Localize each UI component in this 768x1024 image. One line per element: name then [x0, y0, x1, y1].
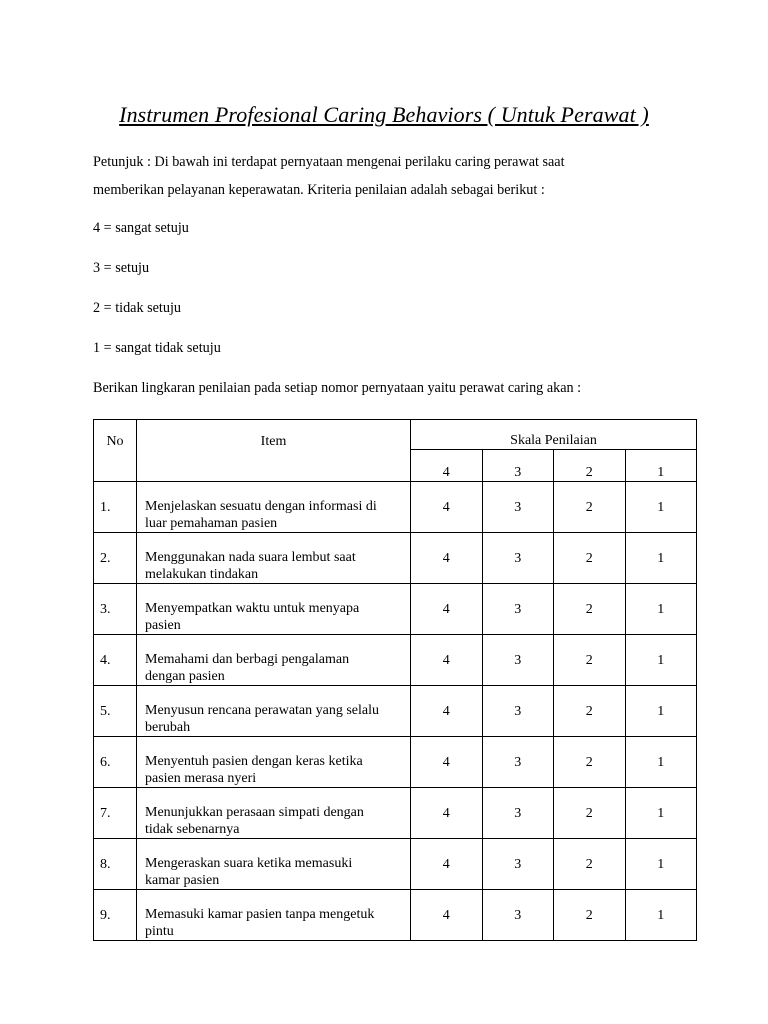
scale-legend-3: 3 = setuju [93, 260, 150, 276]
rating-option-2[interactable]: 2 [554, 839, 626, 890]
rating-option-3[interactable]: 3 [482, 584, 554, 635]
row-number: 9. [94, 890, 137, 941]
row-number: 2. [94, 533, 137, 584]
row-number: 8. [94, 839, 137, 890]
document-title: Instrumen Profesional Caring Behaviors ( Untuk Perawat ) [119, 102, 649, 127]
row-item [137, 788, 411, 839]
header-scale-1: 1 [625, 450, 697, 482]
row-number: 1. [94, 482, 137, 533]
table-row [94, 533, 697, 584]
row-item-line-1: Menyusun rencana perawatan yang selalu [145, 703, 380, 718]
rating-option-1[interactable]: 1 [625, 635, 697, 686]
rating-option-2[interactable]: 2 [554, 890, 626, 941]
rating-option-4[interactable]: 4 [411, 788, 483, 839]
rating-option-4[interactable]: 4 [411, 482, 483, 533]
rating-option-4[interactable]: 4 [411, 584, 483, 635]
row-item-line-2: kamar pasien [145, 873, 220, 888]
row-item-line-2: melakukan tindakan [145, 567, 259, 582]
row-number: 4. [94, 635, 137, 686]
table-row [94, 635, 697, 686]
rating-option-1[interactable]: 1 [625, 686, 697, 737]
table-body [94, 482, 697, 941]
rating-option-3[interactable]: 3 [482, 890, 554, 941]
row-item-line-1: Menyempatkan waktu untuk menyapa [145, 601, 360, 616]
row-item-line-2: luar pemahaman pasien [145, 516, 278, 531]
rating-option-4[interactable]: 4 [411, 533, 483, 584]
rating-option-2[interactable]: 2 [554, 737, 626, 788]
header-item: Item [137, 420, 411, 482]
row-item-line-2: dengan pasien [145, 669, 225, 684]
row-item-line-1: Menjelaskan sesuatu dengan informasi di [145, 499, 377, 514]
row-item-line-1: Mengeraskan suara ketika memasuki [145, 856, 353, 871]
rating-prompt: Berikan lingkaran penilaian pada setiap nomor pernyataan yaitu perawat caring akan : [93, 380, 582, 396]
rating-option-2[interactable]: 2 [554, 584, 626, 635]
rating-table [93, 419, 697, 941]
row-item [137, 686, 411, 737]
row-item-line-1: Memasuki kamar pasien tanpa mengetuk [145, 907, 375, 922]
rating-option-1[interactable]: 1 [625, 584, 697, 635]
rating-option-1[interactable]: 1 [625, 482, 697, 533]
table-row [94, 482, 697, 533]
row-item-line-1: Memahami dan berbagi pengalaman [145, 652, 350, 667]
table-row [94, 788, 697, 839]
row-item-line-2: pasien merasa nyeri [145, 771, 257, 786]
rating-option-1[interactable]: 1 [625, 788, 697, 839]
table-row [94, 737, 697, 788]
instructions-line-1: Petunjuk : Di bawah ini terdapat pernyataan mengenai perilaku caring perawat saat [93, 154, 565, 170]
row-item [137, 890, 411, 941]
row-item-line-1: Menyentuh pasien dengan keras ketika [145, 754, 363, 769]
scale-legend-1: 1 = sangat tidak setuju [93, 340, 221, 356]
scale-legend-4: 4 = sangat setuju [93, 220, 189, 236]
header-no: No [94, 420, 137, 482]
rating-option-4[interactable]: 4 [411, 635, 483, 686]
row-item [137, 533, 411, 584]
rating-option-4[interactable]: 4 [411, 737, 483, 788]
table-row [94, 839, 697, 890]
rating-option-2[interactable]: 2 [554, 533, 626, 584]
row-number: 6. [94, 737, 137, 788]
row-number: 5. [94, 686, 137, 737]
rating-option-3[interactable]: 3 [482, 482, 554, 533]
instructions-line-2: memberikan pelayanan keperawatan. Kriteria penilaian adalah sebagai berikut : [93, 182, 545, 198]
rating-option-3[interactable]: 3 [482, 788, 554, 839]
row-item-line-2: pasien [145, 618, 181, 633]
row-item-line-1: Menggunakan nada suara lembut saat [145, 550, 356, 565]
rating-option-2[interactable]: 2 [554, 788, 626, 839]
rating-option-2[interactable]: 2 [554, 482, 626, 533]
rating-option-1[interactable]: 1 [625, 737, 697, 788]
scale-legend-2: 2 = tidak setuju [93, 300, 181, 316]
row-item-line-2: berubah [145, 720, 191, 735]
rating-option-2[interactable]: 2 [554, 635, 626, 686]
row-item [137, 584, 411, 635]
rating-option-4[interactable]: 4 [411, 839, 483, 890]
rating-option-3[interactable]: 3 [482, 533, 554, 584]
row-item [137, 737, 411, 788]
rating-option-3[interactable]: 3 [482, 686, 554, 737]
row-number: 3. [94, 584, 137, 635]
row-item [137, 482, 411, 533]
table-row [94, 686, 697, 737]
rating-option-3[interactable]: 3 [482, 737, 554, 788]
header-scale-4: 4 [411, 450, 483, 482]
header-scale-2: 2 [554, 450, 626, 482]
row-item-line-2: pintu [145, 924, 174, 939]
row-item [137, 635, 411, 686]
rating-option-2[interactable]: 2 [554, 686, 626, 737]
rating-option-1[interactable]: 1 [625, 890, 697, 941]
rating-option-4[interactable]: 4 [411, 686, 483, 737]
rating-option-1[interactable]: 1 [625, 533, 697, 584]
row-item [137, 839, 411, 890]
rating-option-4[interactable]: 4 [411, 890, 483, 941]
row-item-line-1: Menunjukkan perasaan simpati dengan [145, 805, 364, 820]
header-scale-3: 3 [482, 450, 554, 482]
row-item-line-2: tidak sebenarnya [145, 822, 240, 837]
rating-option-1[interactable]: 1 [625, 839, 697, 890]
table-row [94, 890, 697, 941]
rating-option-3[interactable]: 3 [482, 635, 554, 686]
table-row [94, 584, 697, 635]
header-scale: Skala Penilaian [411, 420, 697, 450]
rating-option-3[interactable]: 3 [482, 839, 554, 890]
row-number: 7. [94, 788, 137, 839]
